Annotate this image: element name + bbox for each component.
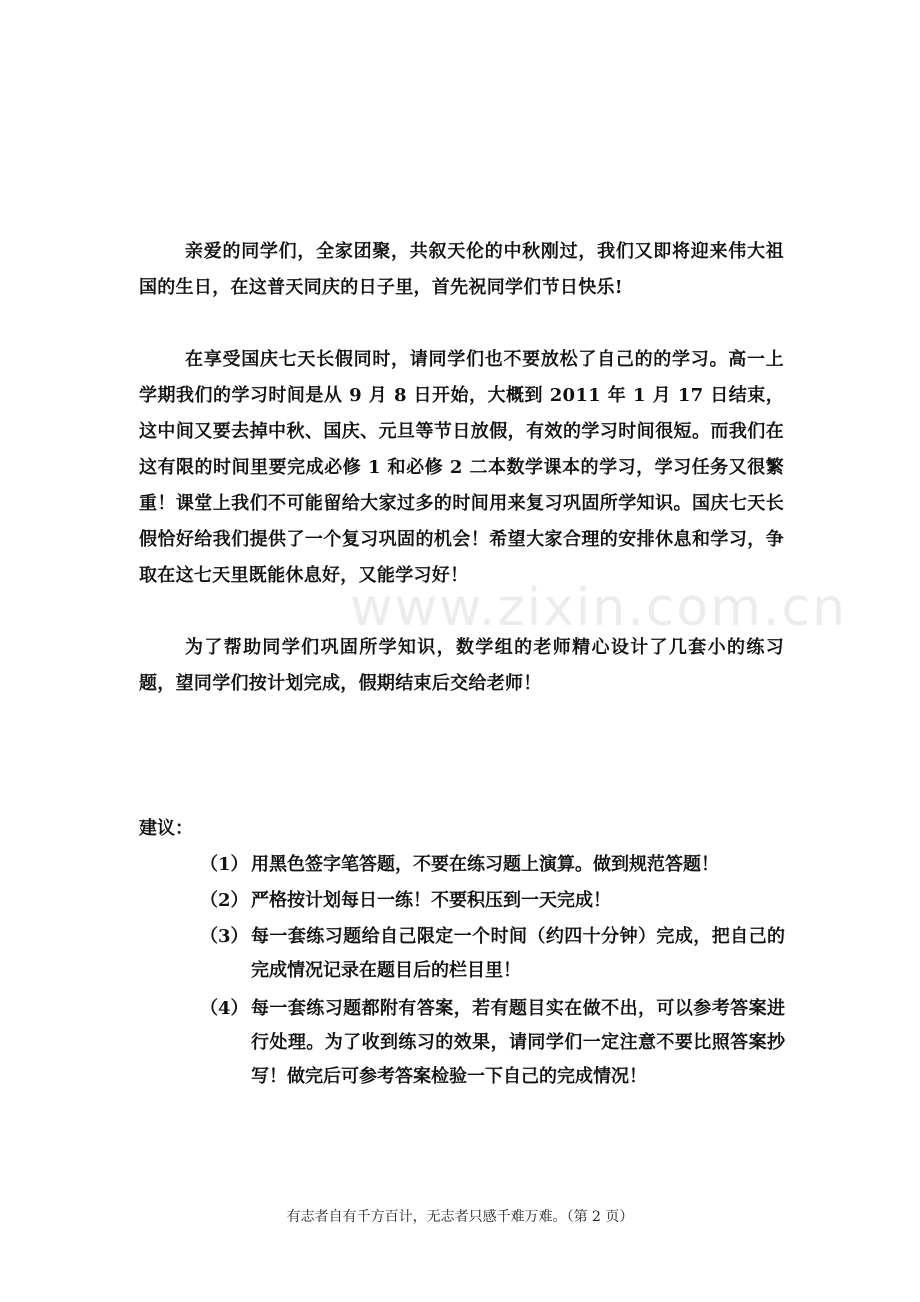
- exercise-intro-paragraph: 为了帮助同学们巩固所学知识，数学组的老师精心设计了几套小的练习题，望同学们按计划完成，假期结束后交给老师！: [139, 637, 784, 694]
- page-footer: 有志者自有千方百计，无志者只感千难万难。（第 2 页）: [286, 1209, 634, 1225]
- suggestion-text: 每一套练习题都附有答案，若有题目实在做不出，可以参考答案进行处理。为了收到练习的效果，请同学们一定注意不要比照答案抄写！做完后可参考答案检验一下自己的完成情况！: [251, 998, 785, 1087]
- suggestion-item: [200, 848, 785, 882]
- suggestion-number: （4）: [200, 998, 249, 1019]
- suggestion-number: （1）: [200, 854, 249, 875]
- suggestion-text: 用黑色签字笔答题，不要在练习题上演算。做到规范答题！: [251, 854, 719, 875]
- greeting-paragraph: 亲爱的同学们，全家团聚，共叙天伦的中秋刚过，我们又即将迎来伟大祖国的生日，在这普天同庆的日子里，首先祝同学们节日快乐!: [139, 241, 784, 298]
- suggestion-item: [200, 992, 785, 1094]
- study-time-paragraph: 在享受国庆七天长假同时，请同学们也不要放松了自己的的学习。高一上学期我们的学习时间是从 9 月 8 日开始，大概到 2011 年 1 月 17 日结束，这中间又要去掉中秋、国庆、元旦等节日放假，有效的学习时间很短。而我们在这有限的时间里要完成必修 1 和必修 2 二本数学课本的学习，学习任务又很繁重！课堂上我们不可能留给大家过多的时间用来复习巩固所学知识。国庆七天长假恰好给我们提供了一个复习巩固的机会！希望大家合理的安排休息和学习，争取在这七天里既能休息好，又能学习好！: [139, 349, 784, 586]
- watermark: www.zixin.com.cn: [350, 578, 847, 638]
- suggestion-item: [200, 920, 785, 988]
- suggestion-item: [200, 884, 785, 918]
- suggestion-number: （2）: [200, 890, 249, 911]
- suggestion-number: （3）: [200, 926, 249, 947]
- suggestion-text: 每一套练习题给自己限定一个时间（约四十分钟）完成，把自己的完成情况记录在题目后的栏目里！: [251, 926, 785, 981]
- suggestion-text: 严格按计划每日一练！不要积压到一天完成！: [251, 890, 611, 911]
- suggestions-heading: 建议：: [139, 818, 193, 839]
